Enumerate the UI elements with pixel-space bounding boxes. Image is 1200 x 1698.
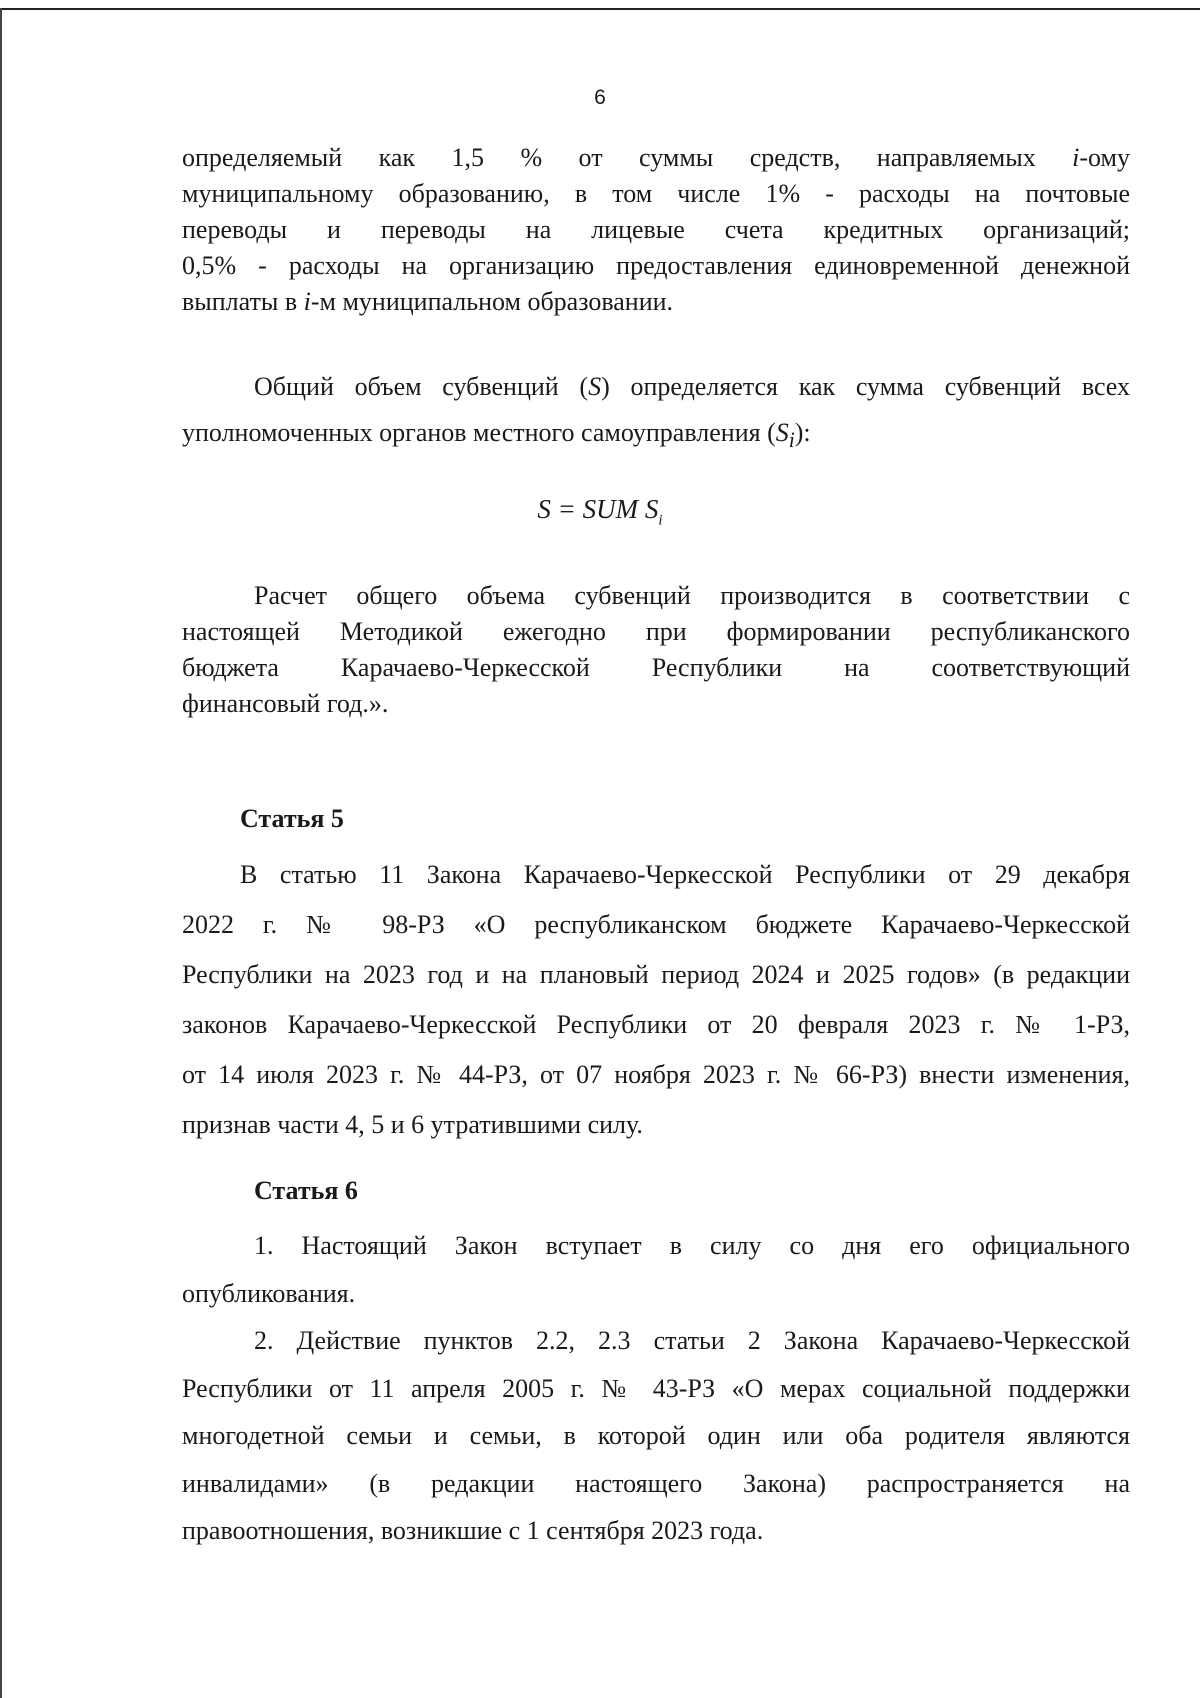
scan-border-left <box>0 8 2 1698</box>
article-5-text <box>182 850 1130 1150</box>
formula-total-subventions: S = SUM $S_i$ <box>537 494 663 529</box>
paragraph-line: В статью 11 Закона Карачаево-Черкесской Республики от 29 декабря <box>240 860 1130 889</box>
paragraph-line: Расчет общего объема субвенций производится в соответствии с <box>254 581 1130 610</box>
paragraph-calculation <box>182 578 1130 722</box>
paragraph-line: законов Карачаево-Черкесской Республики от 20 февраля 2023 г. № 1-РЗ, <box>182 1010 1130 1039</box>
paragraph-line: уполномоченных органов местного самоуправления $(S_i)$: <box>182 418 811 453</box>
article-6-text <box>182 1222 1130 1555</box>
paragraph-line: инвалидами» (в редакции настоящего Закона) распространяется на <box>182 1468 1130 1498</box>
paragraph-line: многодетной семьи и семьи, в которой один или оба родителя являются <box>182 1421 1130 1450</box>
paragraph-line: опубликования. <box>182 1278 356 1308</box>
paragraph-line: Республики на 2023 год и на плановый период 2024 и 2025 годов» (в редакции <box>182 960 1130 989</box>
paragraph-line: настоящей Методикой ежегодно при формировании республиканского <box>182 617 1130 646</box>
paragraph-line: от 14 июля 2023 г. № 44-РЗ, от 07 ноября 2023 г. № 66-РЗ) внести изменения, <box>182 1060 1130 1089</box>
paragraph-line: 0,5% - расходы на организацию предоставления единовременной денежной <box>182 251 1130 280</box>
paragraph-line: 1. Настоящий Закон вступает в силу со дня его официального <box>254 1231 1130 1260</box>
paragraph-line: признав части 4, 5 и 6 утратившими силу. <box>182 1110 643 1139</box>
paragraph-line: финансовый год.». <box>182 689 389 718</box>
page-number: 6 <box>594 86 606 109</box>
paragraph-line: муниципальному образованию, в том числе 1% - расходы на почтовые <box>182 179 1130 208</box>
paragraph-line: бюджета Карачаево-Черкесской Республики на соответствующий <box>182 653 1130 682</box>
paragraph-line: 2022 г. № 98-РЗ «О республиканском бюджете Карачаево-Черкесской <box>182 910 1130 939</box>
scan-border-top <box>0 8 1200 10</box>
article-5-heading: Статья 5 <box>240 804 344 833</box>
paragraph-line: правоотношения, возникшие с 1 сентября 2023 года. <box>182 1516 764 1545</box>
paragraph-line: Республики от 11 апреля 2005 г. № 43-РЗ «О мерах социальной поддержки <box>182 1373 1130 1403</box>
paragraph-line: переводы и переводы на лицевые счета кредитных организаций; <box>182 215 1130 244</box>
paragraph-line: Общий объем субвенций (S) определяется как сумма субвенций всех <box>254 372 1130 401</box>
paragraph-line: 2. Действие пунктов 2.2, 2.3 статьи 2 Закона Карачаево-Черкесской <box>254 1326 1130 1355</box>
paragraph-methodology-costs <box>182 140 1130 320</box>
paragraph-line: определяемый как 1,5 % от суммы средств, направляемых i-ому <box>182 143 1130 172</box>
article-6-heading: Статья 6 <box>254 1176 358 1205</box>
paragraph-line: выплаты в i-м муниципальном образовании. <box>182 287 674 316</box>
paragraph-total-subventions <box>182 364 1130 463</box>
